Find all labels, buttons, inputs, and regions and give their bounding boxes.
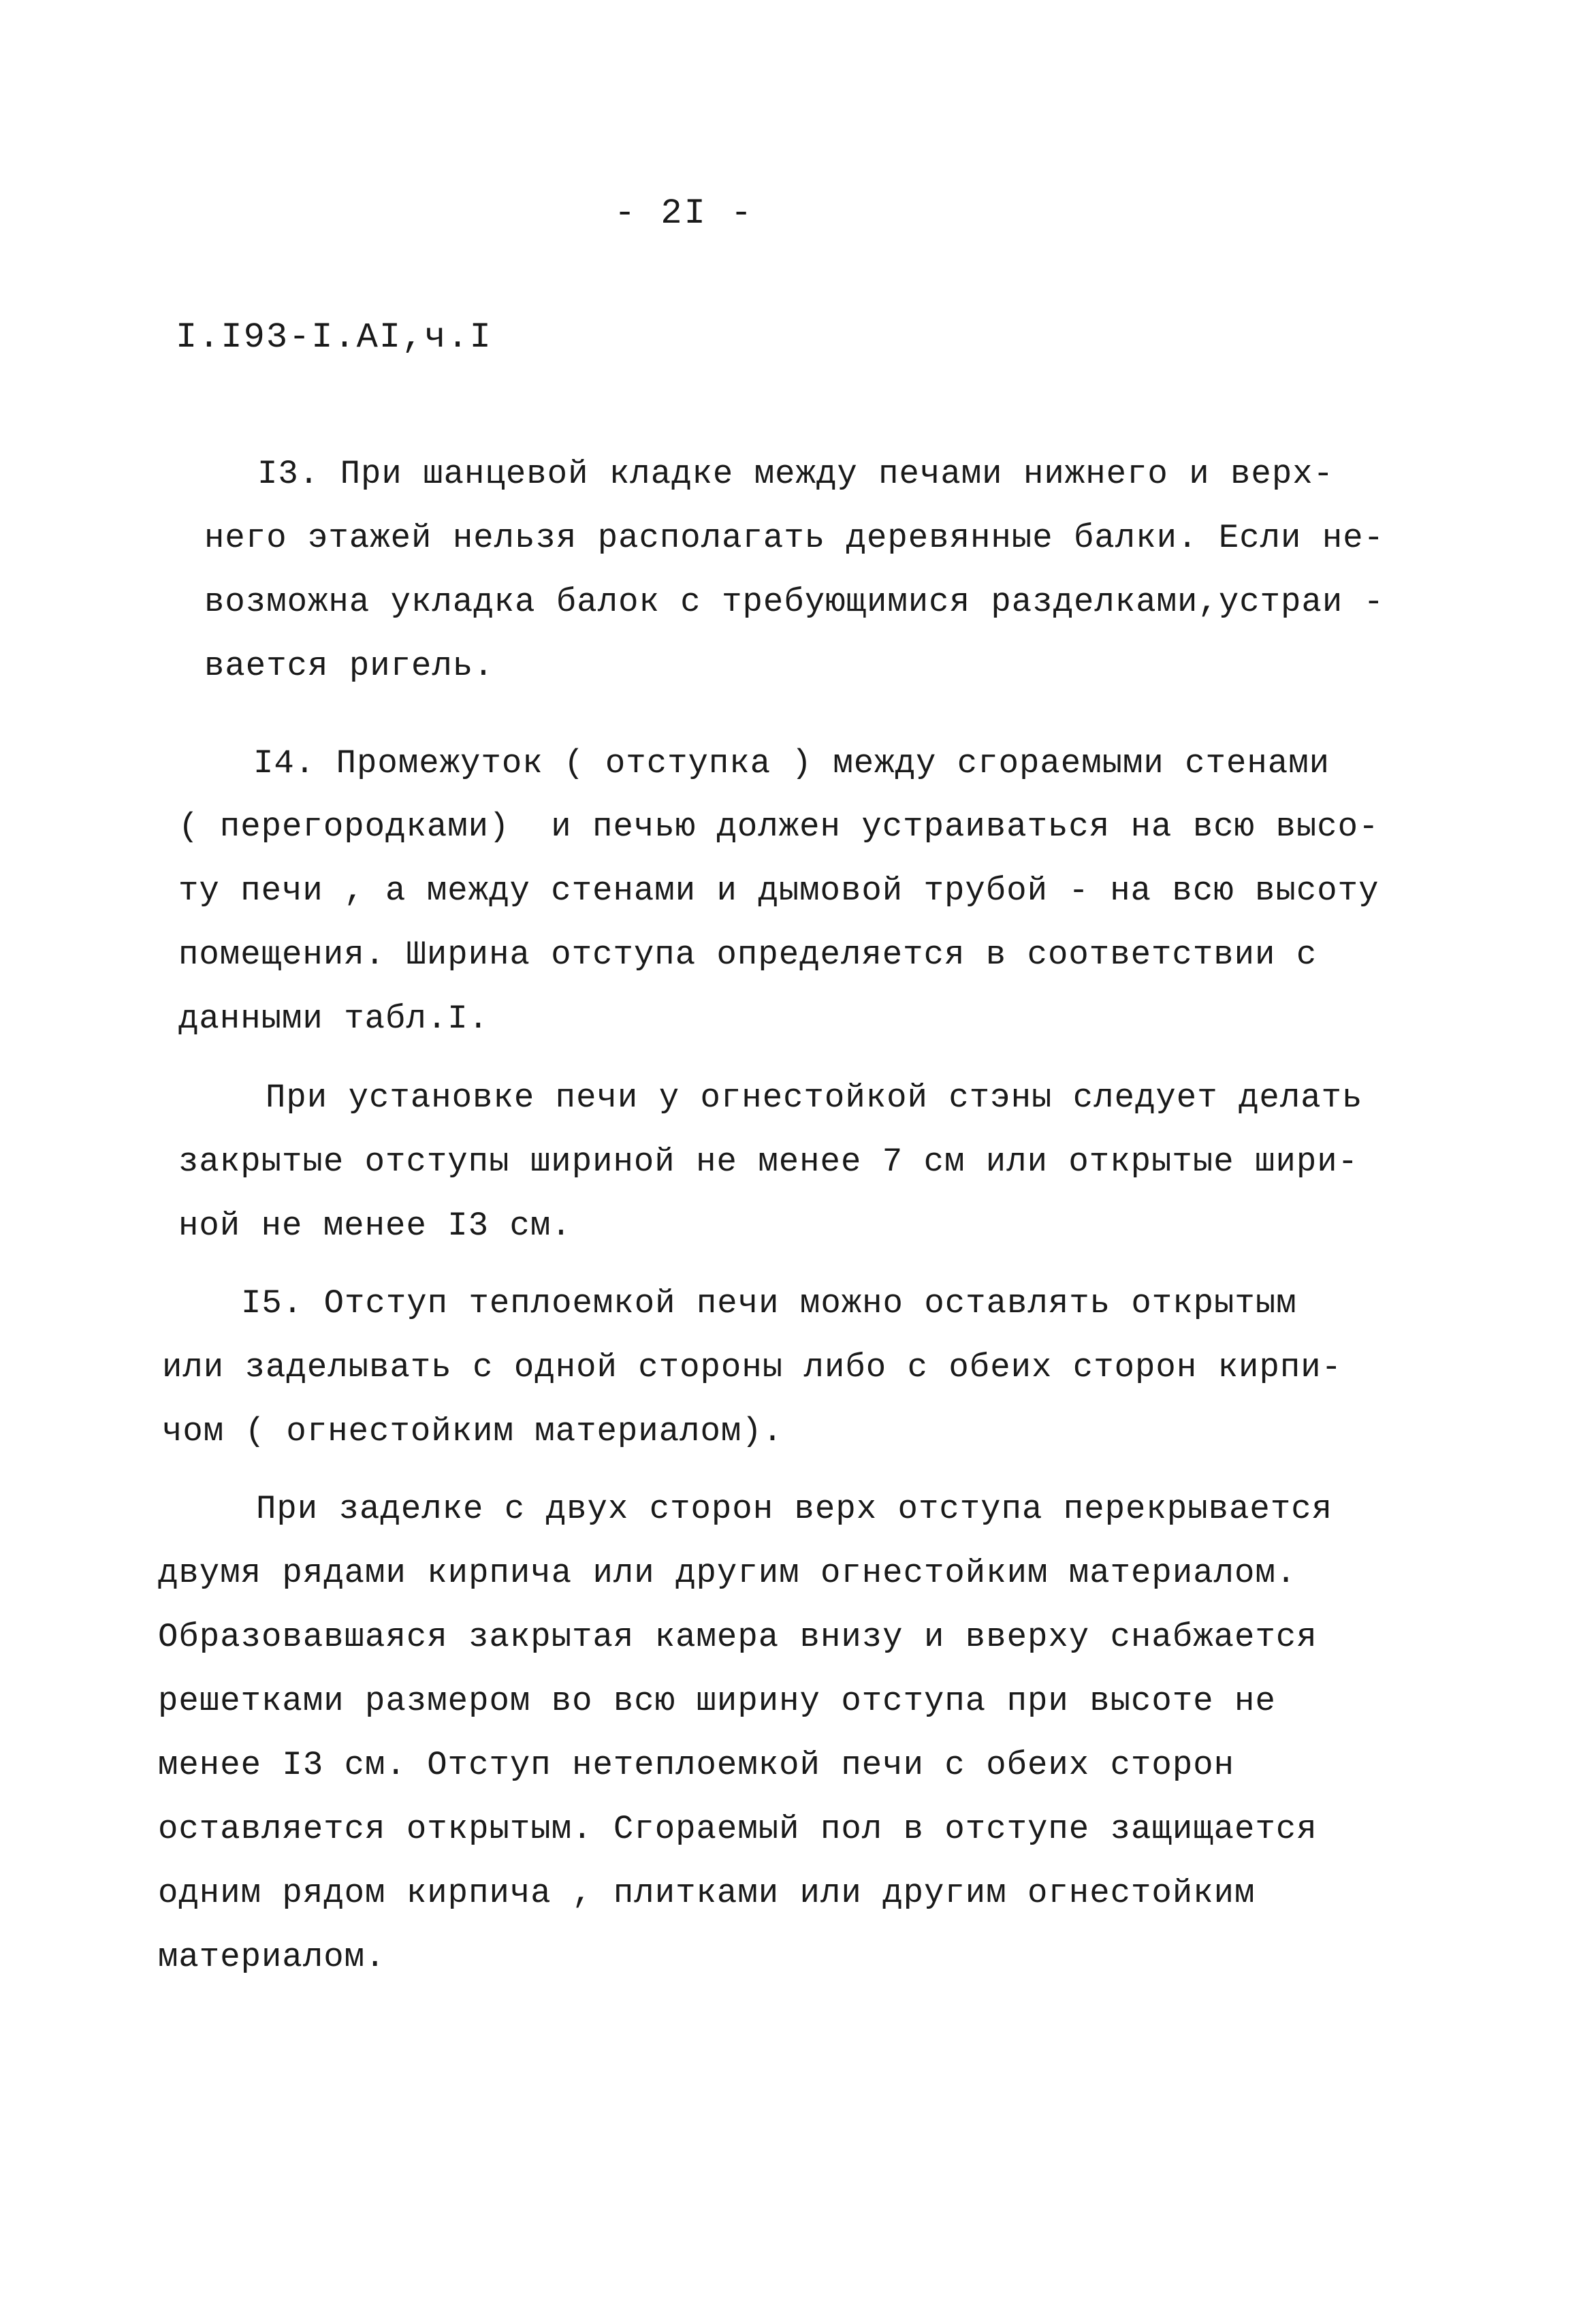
text-line: данными табл.I. [178,1000,490,1038]
text-line: менее I3 см. Отступ нетеплоемкой печи с обеих сторон [158,1746,1235,1784]
text-line: материалом. [158,1938,386,1976]
text-line: ( перегородками) и печью должен устраиваться на всю высо- [178,808,1379,846]
text-line: оставляется открытым. Сгораемый пол в отступе защищается [158,1810,1318,1848]
text-line: ту печи , а между стенами и дымовой трубой - на всю высоту [178,872,1379,910]
text-line: При установке печи у огнестойкой стэны следует делать [266,1079,1363,1117]
text-line: закрытые отступы шириной не менее 7 см или открытые шири- [178,1143,1359,1181]
document-code: I.I93-I.AI,ч.I [176,317,492,358]
text-line: вается ригель. [204,647,494,685]
text-line: помещения. Ширина отступа определяется в соответствии с [178,936,1318,974]
text-line: I5. Отступ теплоемкой печи можно оставлять открытым [241,1284,1297,1322]
text-line: Образовавшаяся закрытая камера внизу и вверху снабжается [158,1618,1318,1656]
text-line: него этажей нельзя располагать деревянные балки. Если не- [204,519,1385,557]
text-line: чом ( огнестойким материалом). [162,1412,784,1450]
text-line: или заделывать с одной стороны либо с обеих сторон кирпи- [162,1348,1343,1386]
text-line: При заделке с двух сторон верх отступа перекрывается [256,1490,1333,1528]
page-number: - 2I - [614,193,754,234]
text-line: ной не менее I3 см. [178,1207,572,1245]
text-line: I4. Промежуток ( отступка ) между сгораемыми стенами [253,744,1330,782]
text-line: I3. При шанцевой кладке между печами нижнего и верх- [257,455,1335,493]
text-line: возможна укладка балок с требующимися разделками,устраи - [204,583,1385,621]
text-line: решетками размером во всю ширину отступа при высоте не [158,1682,1276,1720]
text-line: одним рядом кирпича , плитками или другим огнестойким [158,1874,1256,1912]
text-line: двумя рядами кирпича или другим огнестойким материалом. [158,1554,1297,1592]
